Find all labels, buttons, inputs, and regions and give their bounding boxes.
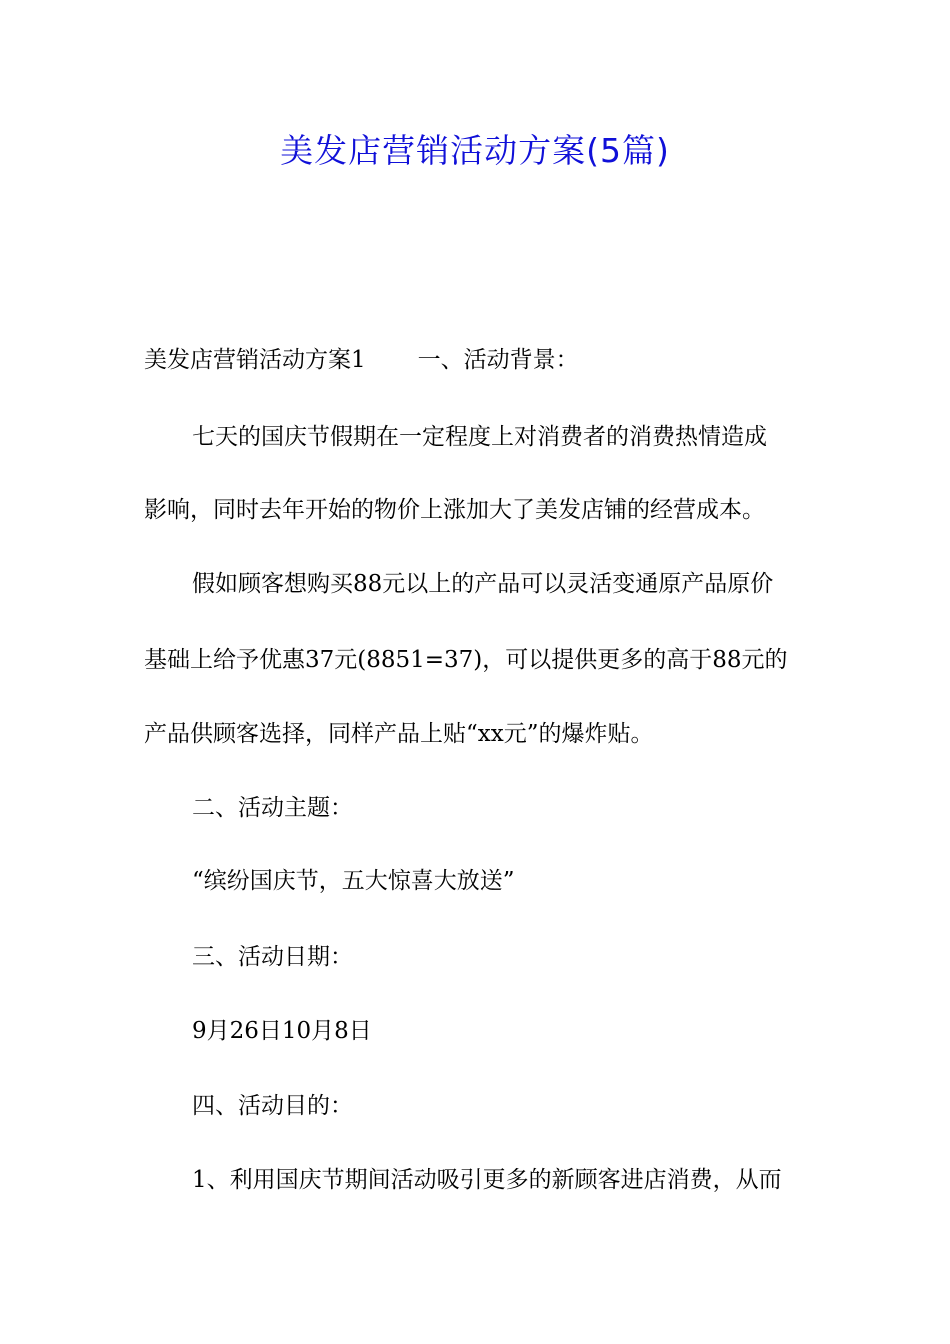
paragraph-line: 影响，同时去年开始的物价上涨加大了美发店铺的经营成本。 bbox=[144, 497, 765, 523]
paragraph-line: 七天的国庆节假期在一定程度上对消费者的消费热情造成 bbox=[192, 424, 767, 450]
plan-heading: 美发店营销活动方案1 bbox=[144, 347, 366, 373]
activity-date: 9月26日10月8日 bbox=[192, 1018, 372, 1044]
document-title: 美发店营销活动方案(5篇) bbox=[280, 131, 670, 170]
paragraph-line: 产品供顾客选择，同样产品上贴“xx元”的爆炸贴。 bbox=[144, 721, 654, 747]
theme-slogan: “缤纷国庆节，五大惊喜大放送” bbox=[192, 868, 515, 894]
section-heading-date: 三、活动日期： bbox=[192, 944, 353, 970]
background-heading: 一、活动背景： bbox=[417, 347, 579, 373]
paragraph-line: 1、利用国庆节期间活动吸引更多的新顾客进店消费，从而 bbox=[192, 1167, 782, 1193]
section-heading-purpose: 四、活动目的： bbox=[192, 1093, 353, 1119]
paragraph-line: 假如顾客想购买88元以上的产品可以灵活变通原产品原价 bbox=[192, 571, 774, 597]
paragraph-line: 基础上给予优惠37元(8851=37)，可以提供更多的高于88元的 bbox=[144, 647, 788, 673]
section-heading-theme: 二、活动主题： bbox=[192, 795, 353, 821]
section-heading-line bbox=[144, 343, 824, 377]
